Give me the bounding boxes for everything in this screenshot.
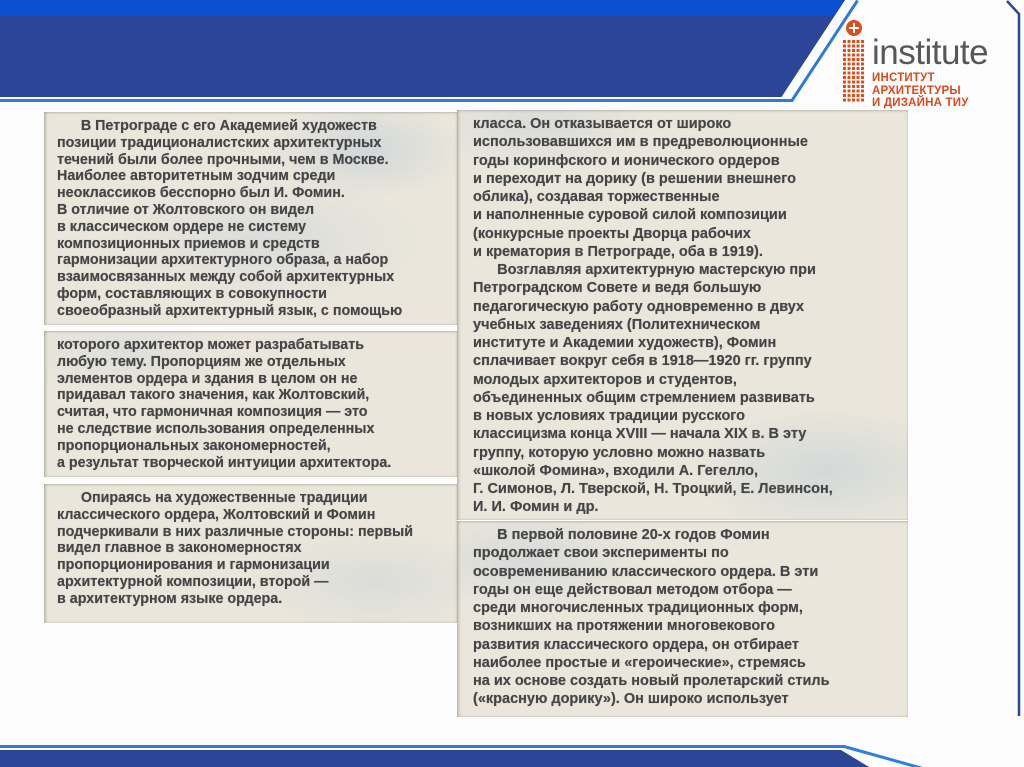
logo-text (872, 20, 1024, 110)
scan-text-block-left-2: которого архитектор может разрабатывать любую тему. Пропорциям же отдельных элементов ордера и здания в целом он не придавал такого значения, как Жолтовский, считая, что гармоничная композиция — это не следствие использования определенных пропорциональных закономерностей, а результат творческой интуиции архитектора. (44, 331, 457, 477)
institute-logo (843, 20, 1024, 110)
logo-subtitle-line1: ИНСТИТУТ АРХИТЕКТУРЫ (872, 72, 961, 97)
institute-logo-icon (843, 20, 865, 110)
logo-figure-icon (846, 20, 862, 36)
scan-text-block-left-3: Опираясь на художественные традиции классического ордера, Жолтовский и Фомин подчеркивали в них различные стороны: первый видел главное в закономерностях пропорционирования и гармонизации архитектурной композиции, второй — в архитектурном языке ордера. (44, 484, 457, 623)
footer-band (0, 743, 1024, 767)
scan-text-block-right-2: В первой половине 20-х годов Фомин продолжает свои эксперименты по осовремениванию классического ордера. В эти годы он еще действовал методом отбора — среди многочисленных традиционных форм, возникших на протяжении многовекового развития классического ордера, он отбирает наиболее простые и «героические», стремясь на их основе создать новый пролетарский стиль («красную дорику»). Он широко использует (457, 521, 908, 717)
logo-brand: institute (872, 33, 989, 72)
logo-subtitle-line2: И ДИЗАЙНА ТИУ (872, 97, 969, 109)
footer-navy-shape (0, 750, 869, 767)
logo-column-icon (843, 40, 865, 102)
header-bright-strip (0, 0, 845, 15)
scan-text-block-left-1: В Петрограде с его Академией художеств позиции традиционалистских архитектурных течений были более прочными, чем в Москве. Наиболее авторитетным зодчим среди неоклассиков бесспорно был И. Фомин. В отличие от Жолтовского он видел в классическом ордере не систему композиционных приемов и средств гармонизации архитектурного образа, а набор взаимосвязанных между собой архитектурных форм, составляющих в совокупности своеобразный архитектурный язык, с помощью (44, 112, 457, 325)
scan-text-block-right-1: класса. Он отказывается от широко использовавшихся им в предреволюционные годы коринфского и ионического ордеров и переходит на дорику (в решении внешнего облика), создавая торжественные и наполненные суровой силой композиции (конкурсные проекты Дворца рабочих и крематория в Петрограде, оба в 1919). Возглавляя архитектурную мастерскую при Петроградском Совете и ведя большую педагогическую работу одновременно в двух учебных заведениях (Политехническом институте и Академии художеств), Фомин сплачивает вокруг себя в 1918—1920 гг. группу молодых архитекторов и студентов, объединенных общим стремлением развивать в новых условиях традиции русского классицизма конца XVIII — начала XIX в. В эту группу, которую условно можно назвать «школой Фомина», входили А. Гегелло, Г. Симонов, Л. Тверской, Н. Троцкий, Е. Левинсон, И. И. Фомин и др. (457, 110, 908, 520)
